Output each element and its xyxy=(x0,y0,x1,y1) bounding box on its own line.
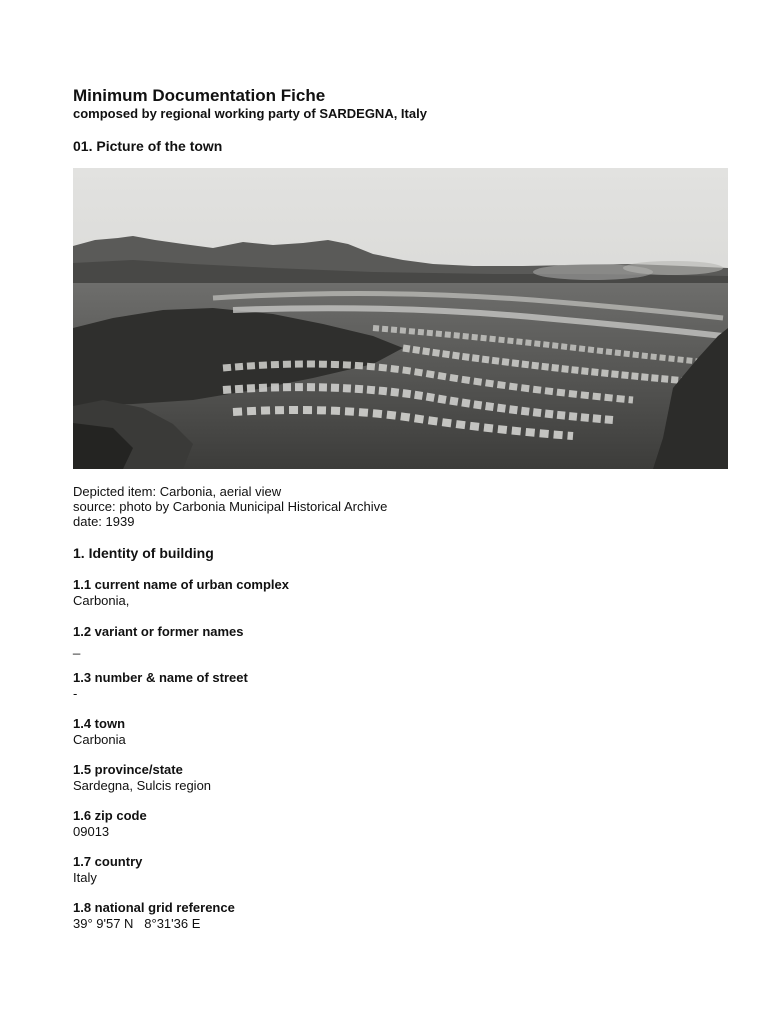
field-label: 1.7 country xyxy=(73,854,143,869)
field-value: Carbonia, xyxy=(73,593,130,608)
field-value: Carbonia xyxy=(73,732,126,747)
identity-section-heading: 1. Identity of building xyxy=(73,545,214,561)
field-label: 1.6 zip code xyxy=(73,808,147,823)
field-variant-names xyxy=(73,624,244,656)
aerial-photo-drawing xyxy=(73,168,728,469)
field-label: 1.8 national grid reference xyxy=(73,900,235,915)
field-label: 1.4 town xyxy=(73,716,126,731)
field-label: 1.2 variant or former names xyxy=(73,624,244,639)
town-aerial-photo xyxy=(73,168,728,469)
field-label: 1.1 current name of urban complex xyxy=(73,577,290,592)
field-grid-reference xyxy=(73,900,235,932)
field-value: Sardegna, Sulcis region xyxy=(73,778,212,793)
field-country xyxy=(73,854,142,886)
document-title: Minimum Documentation Fiche xyxy=(73,86,326,105)
caption-date: date: 1939 xyxy=(73,514,135,529)
picture-section-heading: 01. Picture of the town xyxy=(73,138,223,154)
document-subtitle: composed by regional working party of SARDEGNA, Italy xyxy=(73,106,427,121)
field-value: 39° 9'57 N 8°31'36 E xyxy=(73,916,201,931)
caption-source: source: photo by Carbonia Municipal Historical Archive xyxy=(73,499,388,514)
photo-caption xyxy=(73,484,387,529)
caption-depicted-item: Depicted item: Carbonia, aerial view xyxy=(73,484,282,499)
field-value: 09013 xyxy=(73,824,110,839)
field-town xyxy=(73,716,126,748)
field-street xyxy=(73,670,248,702)
field-value: _ xyxy=(73,640,81,655)
field-value: - xyxy=(73,686,78,701)
field-province xyxy=(73,762,211,794)
field-zip-code xyxy=(73,808,147,840)
field-label: 1.3 number & name of street xyxy=(73,670,248,685)
field-current-name xyxy=(73,577,289,609)
field-value: Italy xyxy=(73,870,97,885)
field-label: 1.5 province/state xyxy=(73,762,183,777)
